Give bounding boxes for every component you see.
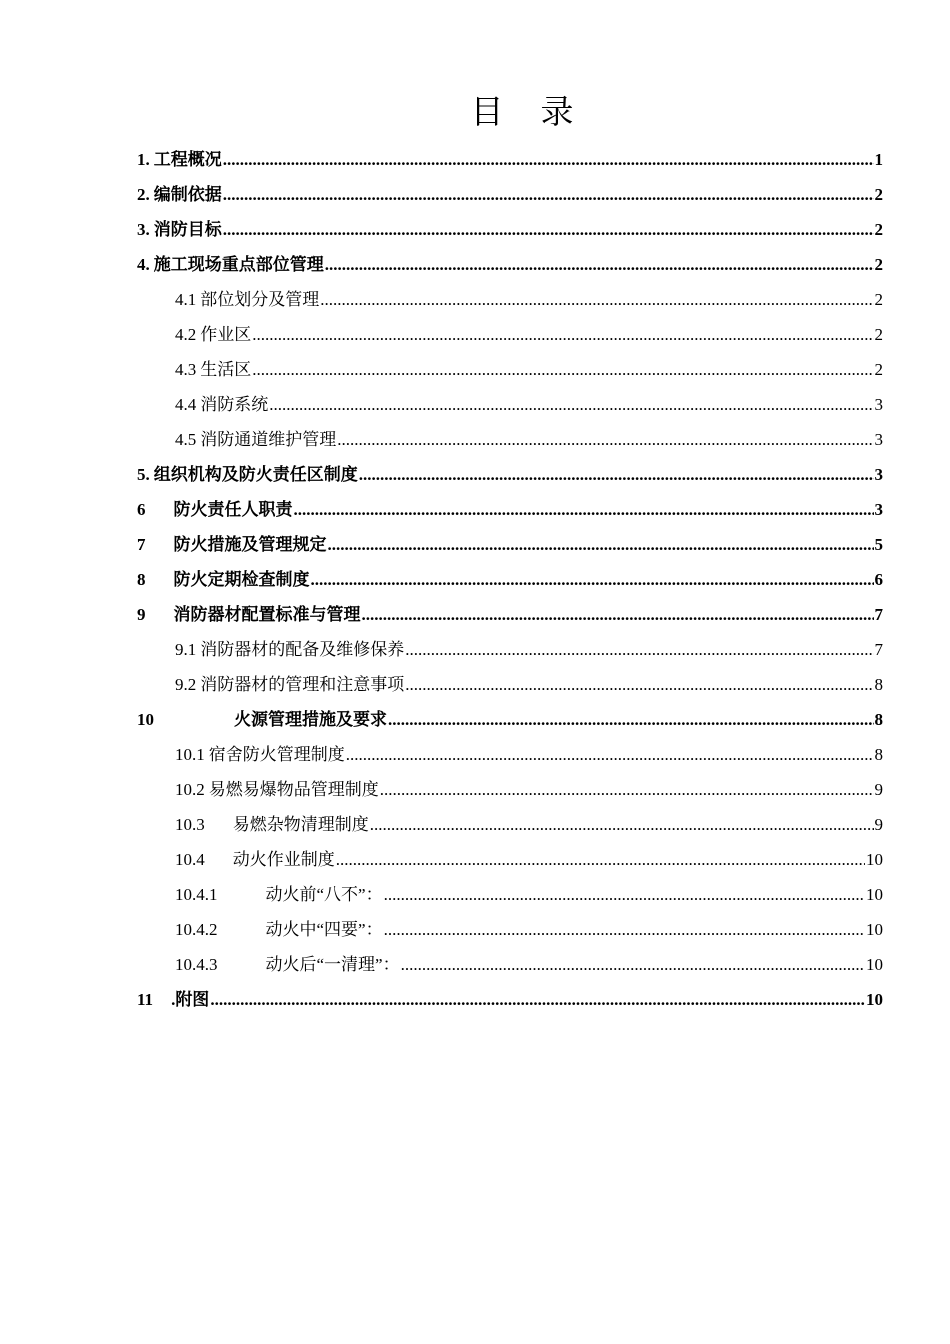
toc-entry-number: 10.4 [175,850,205,869]
toc-entry-label: 作业区 [200,325,252,344]
toc-entry[interactable] [137,737,883,772]
toc-entry-number: 4.1 [175,290,197,309]
toc-leader-dots [311,562,874,597]
toc-entry[interactable] [137,877,883,912]
toc-leader-dots [359,457,874,492]
toc-entry[interactable] [137,492,883,527]
toc-entry-number: 10.3 [175,815,205,834]
toc-leader-dots [269,387,873,422]
toc-entry[interactable] [137,562,883,597]
toc-entry-label: 消防器材的管理和注意事项 [200,675,405,694]
toc-entry-number: 3. [137,220,150,239]
toc-entry-number: 10.2 [175,780,205,799]
toc-entry-page: 7 [874,605,883,624]
toc-entry[interactable] [137,597,883,632]
toc-entry-label: 火源管理措施及要求 [234,710,387,729]
toc-entry-number: 8 [137,570,146,589]
toc-entry[interactable] [137,527,883,562]
toc-entry[interactable] [137,912,883,947]
toc-entry[interactable] [137,807,883,842]
toc-entry-page: 8 [874,745,883,764]
toc-entry[interactable] [137,422,883,457]
toc-leader-dots [388,702,874,737]
toc-entry-number: 2. [137,185,150,204]
toc-entry-page: 10 [866,885,883,904]
toc-leader-dots [223,142,874,177]
toc-entry-number: 9.2 [175,675,197,694]
toc-leader-dots [252,352,873,387]
toc-entry-number: 7 [137,535,146,554]
toc-entry-number: 10 [137,710,154,729]
toc-entry-label: 动火前“八不”： [265,885,383,904]
toc-entry-number: 4. [137,255,150,274]
toc-entry-number: 9.1 [175,640,197,659]
toc-entry-label: 消防目标 [153,220,222,239]
toc-entry-label: 部位划分及管理 [200,290,320,309]
toc-entry-label: 防火措施及管理规定 [173,535,327,554]
toc-entry[interactable] [137,352,883,387]
toc-leader-dots [337,422,873,457]
toc-entry-page: 8 [874,675,883,694]
toc-leader-dots [346,737,874,772]
toc-entry-page: 2 [874,220,883,239]
toc-leader-dots [325,247,874,282]
toc-entry-label: .附图 [171,990,210,1009]
toc-entry-page: 7 [874,640,883,659]
toc-entry-label: 消防器材的配备及维修保养 [200,640,405,659]
toc-entry-number: 4.2 [175,325,197,344]
toc-entry[interactable] [137,212,883,247]
toc-entry-page: 3 [874,430,883,449]
toc-entry[interactable] [137,317,883,352]
toc-leader-dots [384,877,865,912]
toc-entry-number: 10.4.3 [175,955,218,974]
toc-entry-page: 3 [874,465,883,484]
toc-entry[interactable] [137,947,883,982]
toc-entry-label: 动火后“一清理”： [265,955,400,974]
toc-entry-number: 6 [137,500,146,519]
toc-entry-label: 施工现场重点部位管理 [153,255,324,274]
toc-entry-label: 消防系统 [200,395,269,414]
toc-entry-page: 3 [874,395,883,414]
toc-entry-page: 1 [874,150,883,169]
toc-entry-number: 5. [137,465,150,484]
toc-leader-dots [362,597,874,632]
toc-entry-page: 2 [874,325,883,344]
toc-entry[interactable] [137,282,883,317]
toc-entry-label: 防火责任人职责 [173,500,293,519]
toc-entry-label: 编制依据 [153,185,222,204]
toc-entry-label: 动火中“四要”： [265,920,383,939]
page-title: 目 录 [470,92,576,131]
toc-entry-number: 1. [137,150,150,169]
toc-entry-page: 6 [874,570,883,589]
toc-leader-dots [252,317,873,352]
toc-entry-label: 组织机构及防火责任区制度 [153,465,358,484]
toc-entry[interactable] [137,457,883,492]
toc-leader-dots [320,282,873,317]
toc-entry-number: 9 [137,605,146,624]
toc-entry-label: 易燃杂物清理制度 [232,815,369,834]
toc-entry[interactable] [137,702,883,737]
toc-entry-label: 消防通道维护管理 [200,430,337,449]
toc-entry-page: 2 [874,185,883,204]
toc-entry-page: 5 [874,535,883,554]
toc-entry-number: 10.4.1 [175,885,218,904]
toc-leader-dots [405,667,873,702]
toc-entry-number: 11 [137,990,154,1009]
toc-leader-dots [380,772,874,807]
toc-entry-page: 10 [866,920,883,939]
toc-entry-page: 8 [874,710,883,729]
toc-entry-page: 3 [874,500,883,519]
toc-entry[interactable] [137,142,883,177]
toc-entry[interactable] [137,247,883,282]
toc-entry-page: 2 [874,255,883,274]
toc-leader-dots [294,492,874,527]
toc-entry-label: 工程概况 [153,150,222,169]
toc-entry-page: 10 [866,850,883,869]
toc-entry[interactable] [137,982,883,1017]
toc-entry-page: 2 [874,290,883,309]
toc-entry[interactable] [137,632,883,667]
toc-entry-number: 4.5 [175,430,197,449]
toc-entry-number: 4.4 [175,395,197,414]
toc-entry-page: 10 [866,955,883,974]
toc-leader-dots [370,807,874,842]
toc-entry-number: 10.4.2 [175,920,218,939]
toc-entry-number: 10.1 [175,745,205,764]
toc-leader-dots [336,842,865,877]
toc-leader-dots [401,947,865,982]
toc-entry-page: 2 [874,360,883,379]
toc-leader-dots [210,982,865,1017]
table-of-contents [137,142,883,1017]
toc-entry-label: 易燃易爆物品管理制度 [208,780,379,799]
toc-entry-label: 防火定期检查制度 [173,570,310,589]
toc-entry-page: 9 [874,780,883,799]
toc-entry[interactable] [137,177,883,212]
toc-entry-page: 9 [874,815,883,834]
toc-entry-label: 宿舍防火管理制度 [208,745,345,764]
toc-entry-label: 动火作业制度 [232,850,335,869]
toc-leader-dots [384,912,865,947]
toc-entry[interactable] [137,667,883,702]
toc-leader-dots [405,632,873,667]
toc-leader-dots [223,212,874,247]
toc-entry-page: 10 [866,990,883,1009]
toc-entry[interactable] [137,772,883,807]
toc-entry-label: 生活区 [200,360,252,379]
toc-leader-dots [223,177,874,212]
toc-entry-label: 消防器材配置标准与管理 [173,605,361,624]
toc-leader-dots [328,527,874,562]
toc-entry[interactable] [137,842,883,877]
toc-entry[interactable] [137,387,883,422]
toc-entry-number: 4.3 [175,360,197,379]
